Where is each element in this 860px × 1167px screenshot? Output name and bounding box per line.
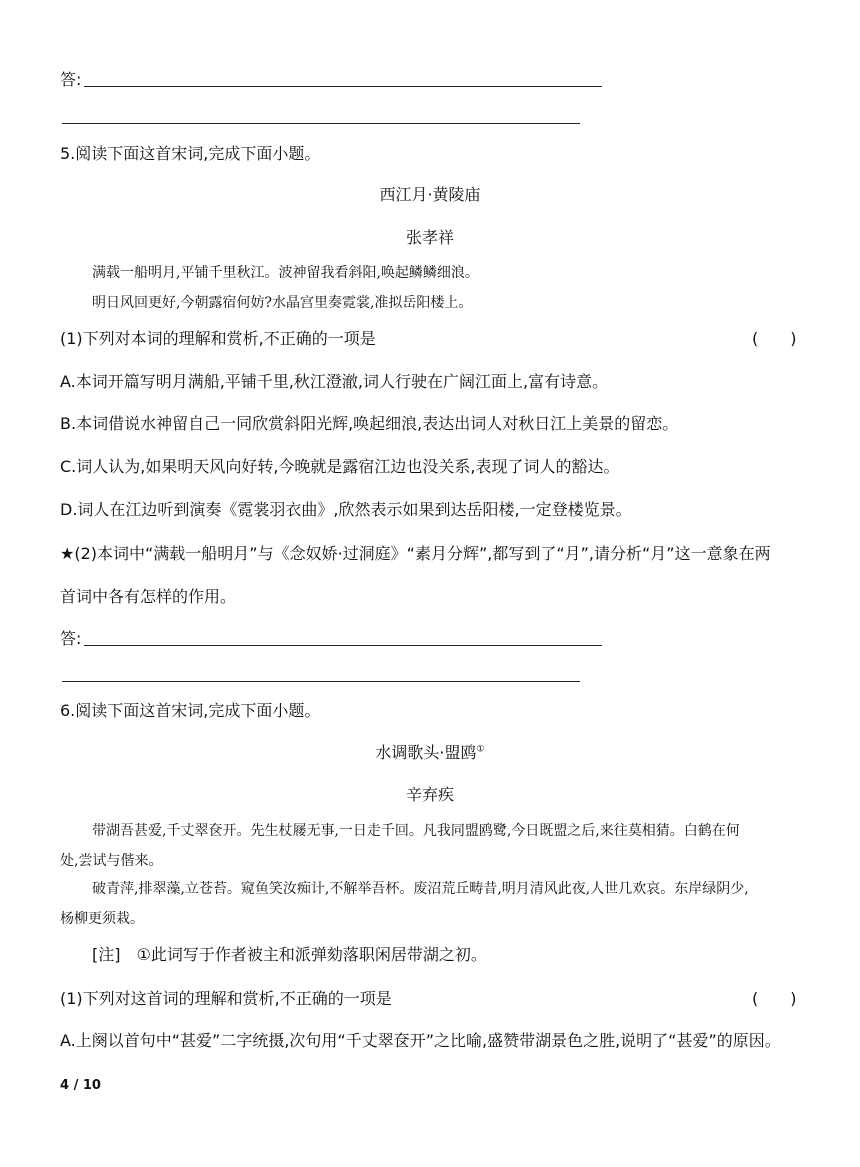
answer-line[interactable] [84,86,602,87]
poem-line: 破青萍,排翠藻,立苍苔。窥鱼笑汝痴计,不解举吾杯。废沼荒丘畴昔,明月清风此夜,人世几欢哀。东岸绿阴少, [92,881,749,897]
answer-paren[interactable]: ( ) [752,329,797,348]
poem-line: 明日风回更好,今朝露宿何妨?水晶宫里奏霓裳,准拟岳阳楼上。 [92,295,473,311]
answer-line[interactable] [84,645,602,646]
option-a: A.本词开篇写明月满船,平铺千里,秋江澄澈,词人行驶在广阔江面上,富有诗意。 [60,372,609,391]
answer-label: 答: [60,70,82,89]
question-6-heading: 6.阅读下面这首宋词,完成下面小题。 [60,701,321,720]
poem-title-text: 水调歌头·盟鸥 [375,743,477,762]
answer-label: 答: [60,629,82,648]
footnote: [注] ①此词写于作者被主和派弹劾落职闲居带湖之初。 [92,945,487,964]
sub-question-stem: (1)下列对这首词的理解和赏析,不正确的一项是 [60,989,392,1008]
poem-title: 西江月·黄陵庙 [379,185,481,204]
poem-line: 处,尝试与偕来。 [60,853,163,869]
sub-question-stem: (1)下列对本词的理解和赏析,不正确的一项是 [60,329,376,348]
poem-line: 带湖吾甚爱,千丈翠奁开。先生杖屦无事,一日走千回。凡我同盟鸥鹭,今日既盟之后,来往莫相猜。白鹤在何 [92,823,740,839]
page-number: 4 / 10 [60,1078,101,1093]
answer-line[interactable] [62,681,580,682]
option-d: D.词人在江边听到演奏《霓裳羽衣曲》,欣然表示如果到达岳阳楼,一定登楼览景。 [60,500,632,519]
sub-question-2-line: ★(2)本词中“满载一船明月”与《念奴娇·过洞庭》“素月分辉”,都写到了“月”,请分析“月”这一意象在两 [60,544,771,563]
question-5-heading: 5.阅读下面这首宋词,完成下面小题。 [60,144,321,163]
footnote-marker: ① [476,744,485,755]
answer-line[interactable] [62,123,580,124]
poem-line: 杨柳更须栽。 [60,911,144,927]
poem-author: 辛弃疾 [405,785,454,804]
poem-line: 满载一船明月,平铺千里秋江。波神留我看斜阳,唤起鳞鳞细浪。 [92,265,479,281]
sub-question-2-line: 首词中各有怎样的作用。 [60,587,237,606]
option-a: A.上阕以首句中“甚爱”二字统摄,次句用“千丈翠奁开”之比喻,盛赞带湖景色之胜,说明了“甚爱”的原因。 [60,1031,781,1050]
poem-title [0,740,860,763]
option-b: B.本词借说水神留自己一同欣赏斜阳光辉,唤起细浪,表达出词人对秋日江上美景的留恋。 [60,414,679,433]
option-c: C.词人认为,如果明天风向好转,今晚就是露宿江边也没关系,表现了词人的豁达。 [60,457,620,476]
poem-author: 张孝祥 [405,228,454,247]
answer-paren[interactable]: ( ) [752,989,797,1008]
